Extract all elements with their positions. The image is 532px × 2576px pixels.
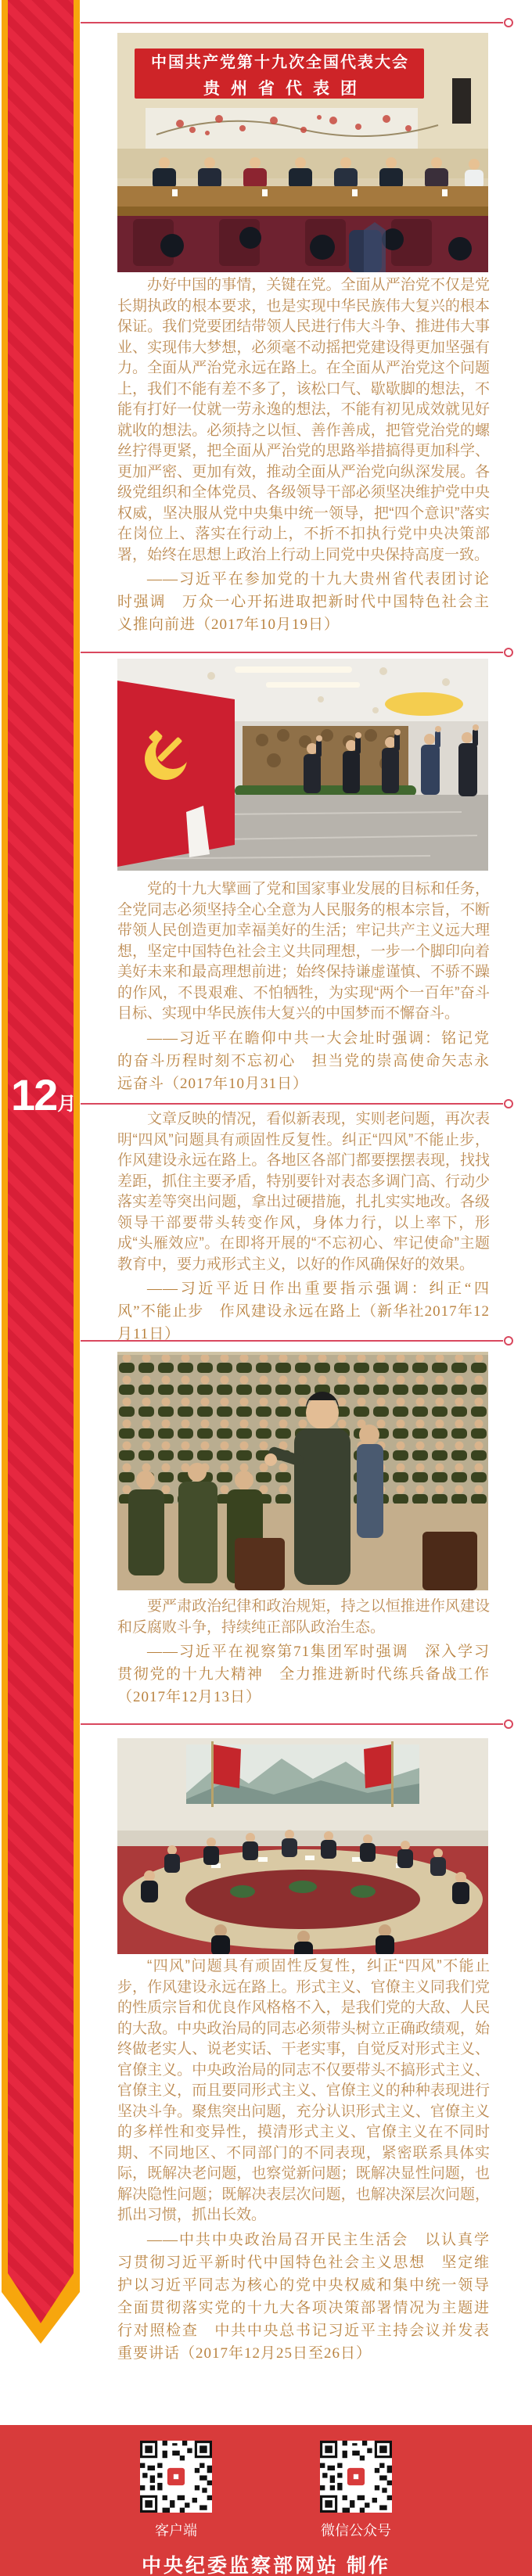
qr-row — [0, 2425, 532, 2540]
ring-marker-icon — [504, 18, 513, 27]
section-4-paragraph: 要严肃政治纪律和政治规矩，持之以恒推进作风建设和反腐败斗争，持续纯正部队政治生态。 — [117, 1598, 490, 1636]
divider-5 — [81, 1719, 516, 1729]
timeline-ribbon — [2, 0, 80, 2344]
photo-guizhou-delegation-meeting — [117, 33, 488, 272]
section-2-paragraph: 党的十九大擘画了党和国家事业发展的目标和任务，全党同志必须坚持全心全意为人民服务的根本宗旨，不断带领人民创造更加幸福美好的生活；牢记共产主义远大理想，坚定中国特色社会主义共同理想，一步一个脚印向着美好未来和最高理想前进；始终保持谦虚谨慎、不骄不躁的作风，不畏艰难、不怕牺牲，为实现“两个一百年”奋斗目标、实现中华民族伟大复兴的中国梦而不懈奋斗。 — [117, 881, 490, 1022]
month-number: 12 — [11, 1070, 57, 1119]
divider-3 — [81, 1099, 516, 1108]
ring-marker-icon — [504, 1336, 513, 1345]
qr-client-label: 客户端 — [155, 2523, 197, 2538]
timeline-ribbon-stripes — [8, 0, 77, 2325]
section-2-attribution: ——习近平在瞻仰中共一大会址时强调：铭记党的奋斗历程时刻不忘初心 担当党的崇高使命矢志永远奋斗（2017年10月31日） — [117, 1029, 490, 1092]
qr-wechat — [313, 2441, 399, 2540]
section-1-text — [117, 275, 490, 636]
section-4-attribution: ——习近平在视察第71集团军时强调 深入学习贯彻党的十九大精神 全力推进新时代练兵备战工作（2017年12月13日） — [117, 1644, 490, 1705]
month-unit: 月 — [57, 1094, 77, 1115]
qr-wechat-label: 微信公众号 — [321, 2523, 391, 2538]
section-3-attribution: ——习近平近日作出重要指示强调：纠正“四风”不能止步 作风建设永远在路上（新华社2017年12月11日） — [117, 1281, 490, 1342]
qr-code-client — [140, 2441, 212, 2513]
qr-code-wechat — [320, 2441, 392, 2513]
section-4-text — [117, 1597, 490, 1708]
ring-marker-icon — [504, 1719, 513, 1729]
producer-credit: 中央纪委监察部网站 制作 — [142, 2555, 390, 2576]
qr-client — [133, 2441, 219, 2540]
photo-yida-site-oath — [117, 659, 488, 871]
ring-marker-icon — [504, 1099, 513, 1108]
divider-1 — [81, 18, 516, 27]
ring-marker-icon — [504, 648, 513, 657]
divider-line — [81, 22, 503, 23]
photo-army-71-visit — [117, 1352, 488, 1590]
section-3-text — [117, 1109, 490, 1345]
photo-illustration — [117, 659, 488, 871]
section-5-paragraph: “四风”问题具有顽固性反复性，纠正“四风”不能止步，作风建设永远在路上。形式主义、官僚主义同我们党的性质宗旨和优良作风格格不入，是我们党的大敌、人民的大敌。中央政治局的同志必须带头树立正确政绩观，始终做老实人、说老实话、干老实事，自觉反对形式主义、官僚主义。中央政治局的同志不仅要带头不搞形式主义、官僚主义，而且要同形式主义、官僚主义的种种表现进行坚决斗争。聚焦突出问题，充分认识形式主义、官僚主义的多样性和变异性，摸清形式主义、官僚主义在不同时期、不同地区、不同部门的不同表现，紧密联系具体实际，既解决老问题，也察觉新问题；既解决显性问题，也解决隐性问题；既解决表层次问题，也解决深层次问题，抓出习惯，抓出长效。 — [117, 1958, 490, 2223]
banner-line-1: 中国共产党第十九次全国代表大会 — [151, 54, 409, 71]
photo-illustration — [117, 1352, 488, 1590]
section-5-text — [117, 1956, 506, 2365]
section-1-paragraph: 办好中国的事情，关键在党。全面从严治党不仅是党长期执政的根本要求，也是实现中华民族伟大复兴的根本保证。我们党要团结带领人民进行伟大斗争、推进伟大事业、实现伟大梦想，必须毫不动摇把党建设得更加坚强有力。全面从严治党永远在路上。在全面从严治党这个问题上，我们不能有差不多了，该松口气、歇歇脚的想法，不能有打好一仗就一劳永逸的想法，不能有初见成效就见好就收的想法。必须持之以恒、善作善成，把管党治党的螺丝拧得更紧，把全面从严治党的思路举措搞得更加科学、更加严密、更加有效，推动全面从严治党向纵深发展。各级党组织和全体党员、各级领导干部必须坚决维护党中央权威，坚决服从党中央集中统一领导，把“四个意识”落实在岗位上、落实在行动上，不折不扣执行党中央决策部署，始终在思想上政治上行动上同党中央保持高度一致。 — [117, 277, 490, 563]
photo-illustration — [117, 1738, 488, 1954]
section-5-attribution: ——中共中央政治局召开民主生活会 以认真学习贯彻习近平新时代中国特色社会主义思想 坚定维护以习近平同志为核心的党中央权威和集中统一领导 全面贯彻落实党的十九大各项决策部署情况为主题进行对照检查 中共中央总书记习近平主持会议并发表重要讲话（2017年12月25日至26日） — [117, 2231, 506, 2362]
photo-politburo-meeting — [117, 1738, 488, 1954]
section-3-paragraph: 文章反映的情况，看似新表现，实则老问题，再次表明“四风”问题具有顽固性反复性。纠正“四风”不能止步，作风建设永远在路上。各地区各部门都要摆摆表现，找找差距，抓住主要矛盾，特别要针对表态多调门高、行动少落实差等突出问题，拿出过硬措施，扎扎实实地改。各级领导干部要带头转变作风，身体力行，以上率下，形成“头雁效应”。在即将开展的“不忘初心、牢记使命”主题教育中，要力戒形式主义，以好的作风确保好的效果。 — [117, 1111, 490, 1273]
footer — [0, 2425, 532, 2576]
divider-line — [81, 1103, 503, 1105]
meeting-banner — [136, 50, 424, 99]
section-2-text — [117, 879, 490, 1095]
divider-2 — [81, 648, 516, 657]
banner-line-2: 贵州省代表团 — [203, 80, 368, 98]
month-label — [11, 1070, 77, 1119]
divider-line — [81, 652, 503, 653]
divider-line — [81, 1723, 503, 1725]
section-1-attribution: ——习近平在参加党的十九大贵州省代表团讨论时强调 万众一心开拓进取把新时代中国特色社会主义推向前进（2017年10月19日） — [117, 571, 490, 633]
